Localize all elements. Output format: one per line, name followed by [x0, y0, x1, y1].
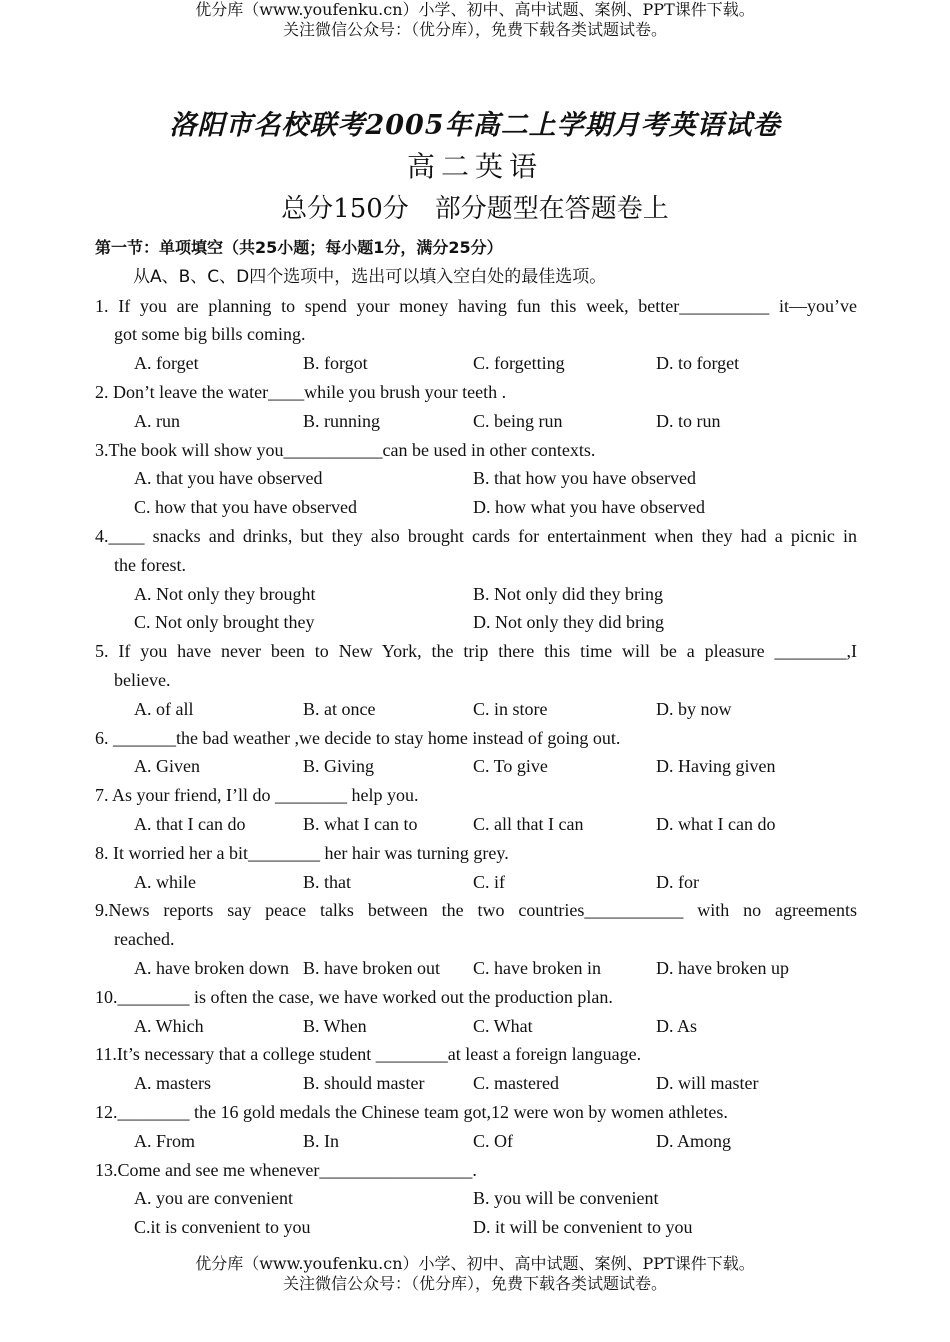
- question-section: [95, 234, 857, 1242]
- exam-subtitle: 高二英语: [406, 150, 543, 183]
- option-a: A. that I can do: [134, 813, 246, 834]
- option-c: C. have broken in: [473, 957, 601, 978]
- option-d: D. Having given: [656, 756, 776, 777]
- question-11-options: [95, 1069, 857, 1098]
- option-c: C. being run: [473, 410, 563, 431]
- option-a: A. have broken down: [134, 957, 289, 978]
- option-d: D. will master: [656, 1073, 759, 1094]
- question-4-options-cd: [95, 608, 857, 637]
- question-6-stem: 6. _______the bad weather ,we decide to stay home instead of going out.: [95, 727, 621, 748]
- question-1-stem-cont: got some big bills coming.: [114, 324, 306, 345]
- question-10-stem: 10.________ is often the case, we have worked out the production plan.: [95, 986, 613, 1007]
- option-d: D. by now: [656, 698, 732, 719]
- option-c: C. all that I can: [473, 813, 584, 834]
- option-b: B. you will be convenient: [473, 1188, 659, 1209]
- option-a: A. forget: [134, 353, 199, 374]
- option-b: B. Not only did they bring: [473, 583, 663, 604]
- option-d: D. what I can do: [656, 813, 776, 834]
- option-a: A. Not only they brought: [134, 583, 316, 604]
- option-c: C. in store: [473, 698, 548, 719]
- question-2-stem: 2. Don’t leave the water____while you brush your teeth .: [95, 381, 507, 402]
- header-line-2: 关注微信公众号：（优分库），免费下载各类试题试卷。: [282, 20, 667, 39]
- question-4-options-ab: [95, 580, 857, 609]
- footer-line-2: 关注微信公众号：（优分库），免费下载各类试题试卷。: [282, 1274, 667, 1293]
- option-b: B. forgot: [303, 353, 368, 374]
- option-c: C. how that you have observed: [134, 497, 357, 518]
- question-12-options: [95, 1127, 857, 1156]
- question-8-stem: 8. It worried her a bit________ her hair was turning grey.: [95, 842, 509, 863]
- option-a: A. Given: [134, 756, 200, 777]
- section-instruction: 从A、B、C、D四个选项中，选出可以填入空白处的最佳选项。: [133, 266, 607, 287]
- question-9-options: [95, 954, 857, 983]
- option-a: A. From: [134, 1130, 196, 1151]
- option-c: C. forgetting: [473, 353, 565, 374]
- option-a: A. run: [134, 410, 180, 431]
- option-d: D. it will be convenient to you: [473, 1217, 693, 1238]
- option-c: C. mastered: [473, 1073, 559, 1094]
- option-d: D. As: [656, 1015, 698, 1036]
- option-d: D. for: [656, 871, 699, 892]
- option-b: B. should master: [303, 1073, 425, 1094]
- option-d: D. to forget: [656, 353, 740, 374]
- exam-score-note: 总分150分 部分题型在答题卷上: [281, 194, 669, 224]
- option-c: C. if: [473, 871, 506, 892]
- option-b: B. what I can to: [303, 813, 418, 834]
- question-3-stem: 3.The book will show you___________can be used in other contexts.: [95, 439, 596, 460]
- option-b: B. have broken out: [303, 957, 440, 978]
- question-13-stem: 13.Come and see me whenever_________________.: [95, 1159, 477, 1180]
- option-d: D. have broken up: [656, 957, 789, 978]
- question-1-options: [95, 349, 857, 378]
- option-b: B. When: [303, 1015, 367, 1036]
- exam-title: 洛阳市名校联考2005年高二上学期月考英语试卷: [169, 110, 781, 141]
- option-d: D. to run: [656, 410, 721, 431]
- question-10-options: [95, 1012, 857, 1041]
- footer-line-1: 优分库（www.youfenku.cn）小学、初中、高中试题、案例、PPT课件下载。: [195, 1254, 755, 1273]
- question-3-options-cd: [95, 493, 857, 522]
- question-7-options: [95, 810, 857, 839]
- question-2-options: [95, 407, 857, 436]
- option-a: A. you are convenient: [134, 1188, 293, 1209]
- question-5-stem: 5. If you have never been to New York, the trip there this time will be a pleasure ________,I: [95, 641, 857, 662]
- option-c: C.it is convenient to you: [134, 1217, 311, 1238]
- section-heading: 第一节：单项填空（共25小题；每小题1分，满分25分）: [95, 238, 503, 257]
- question-4-stem-cont: the forest.: [114, 554, 186, 575]
- option-a: A. that you have observed: [134, 468, 323, 489]
- option-a: A. while: [134, 871, 196, 892]
- question-13-options-ab: [95, 1184, 857, 1213]
- option-c: C. Of: [473, 1130, 513, 1151]
- question-4-stem: 4.____ snacks and drinks, but they also brought cards for entertainment when they had a picnic in: [95, 525, 857, 546]
- option-b: B. running: [303, 410, 381, 431]
- option-c: C. What: [473, 1015, 533, 1036]
- question-7-stem: 7. As your friend, I’ll do ________ help you.: [95, 785, 419, 806]
- option-b: B. Giving: [303, 756, 375, 777]
- option-d: D. Not only they did bring: [473, 612, 664, 633]
- option-a: A. of all: [134, 698, 194, 719]
- header-line-1: 优分库（www.youfenku.cn）小学、初中、高中试题、案例、PPT课件下载。: [195, 0, 755, 19]
- question-1-stem: 1. If you are planning to spend your money having fun this week, better__________ it—you’ve: [95, 295, 857, 316]
- question-5-options: [95, 695, 857, 724]
- option-a: A. Which: [134, 1015, 204, 1036]
- question-13-options-cd: [95, 1213, 857, 1242]
- option-d: D. how what you have observed: [473, 497, 705, 518]
- question-11-stem: 11.It’s necessary that a college student ________at least a foreign language.: [95, 1044, 642, 1065]
- question-3-options-ab: [95, 464, 857, 493]
- option-d: D. Among: [656, 1130, 732, 1151]
- option-b: B. In: [303, 1130, 339, 1151]
- question-12-stem: 12.________ the 16 gold medals the Chinese team got,12 were won by women athletes.: [95, 1101, 728, 1122]
- question-5-stem-cont: believe.: [114, 669, 171, 690]
- option-b: B. at once: [303, 698, 376, 719]
- option-c: C. To give: [473, 756, 548, 777]
- question-6-options: [95, 752, 857, 781]
- option-a: A. masters: [134, 1073, 211, 1094]
- question-9-stem-cont: reached.: [114, 929, 175, 950]
- option-c: C. Not only brought they: [134, 612, 315, 633]
- question-9-stem: 9.News reports say peace talks between the two countries___________ with no agreements: [95, 900, 857, 921]
- question-8-options: [95, 868, 857, 897]
- option-b: B. that: [303, 871, 351, 892]
- option-b: B. that how you have observed: [473, 468, 696, 489]
